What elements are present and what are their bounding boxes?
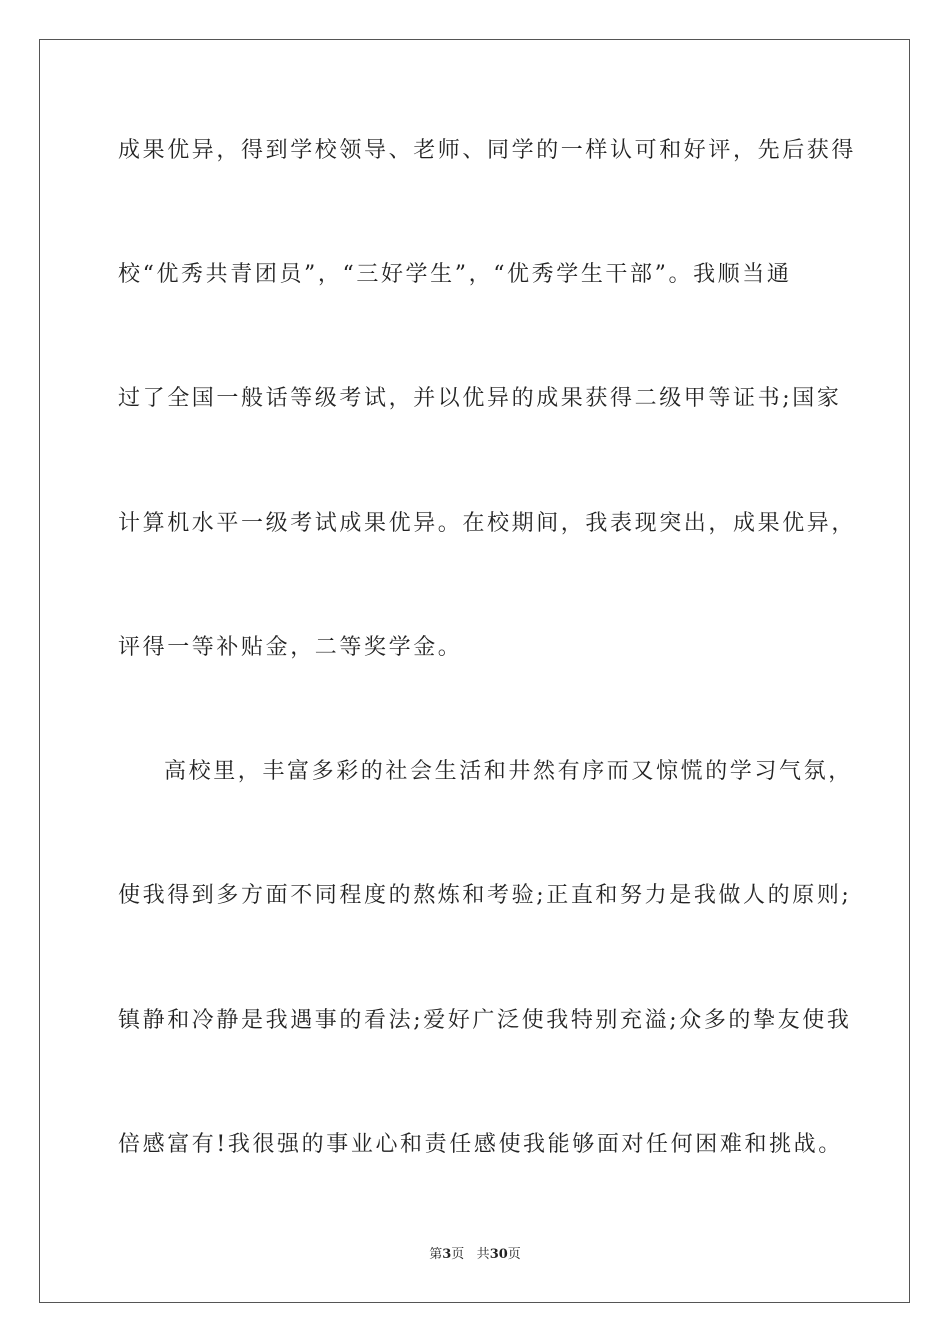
- body-text-line: 校“优秀共青团员”，“三好学生”，“优秀学生干部”。我顺当通: [118, 262, 792, 287]
- total-suffix: 页: [507, 1247, 521, 1262]
- total-prefix: 共: [476, 1247, 490, 1262]
- body-text-line: 计算机水平一级考试成果优异。在校期间，我表现突出，成果优异，: [118, 511, 857, 536]
- page-border: [39, 39, 910, 1303]
- page-prefix: 第: [429, 1247, 443, 1262]
- body-text-line: 使我得到多方面不同程度的熬炼和考验;正直和努力是我做人的原则;: [118, 883, 852, 908]
- body-text-line: 过了全国一般话等级考试，并以优异的成果获得二级甲等证书;国家: [118, 386, 842, 411]
- page-number: 3: [442, 1247, 452, 1262]
- body-text-line: 评得一等补贴金，二等奖学金。: [118, 635, 463, 660]
- total-pages: 30: [489, 1247, 508, 1262]
- body-text-line: 成果优异，得到学校领导、老师、同学的一样认可和好评，先后获得: [118, 138, 857, 163]
- page-footer: [0, 1246, 950, 1264]
- paragraph-first-line: 高校里，丰富多彩的社会生活和井然有序而又惊慌的学习气氛，: [164, 759, 853, 784]
- body-text-line: 镇静和冷静是我遇事的看法;爱好广泛使我特别充溢;众多的挚友使我: [118, 1008, 852, 1033]
- page-suffix: 页: [451, 1247, 465, 1262]
- body-text-line: 倍感富有!我很强的事业心和责任感使我能够面对任何困难和挑战。: [118, 1132, 843, 1157]
